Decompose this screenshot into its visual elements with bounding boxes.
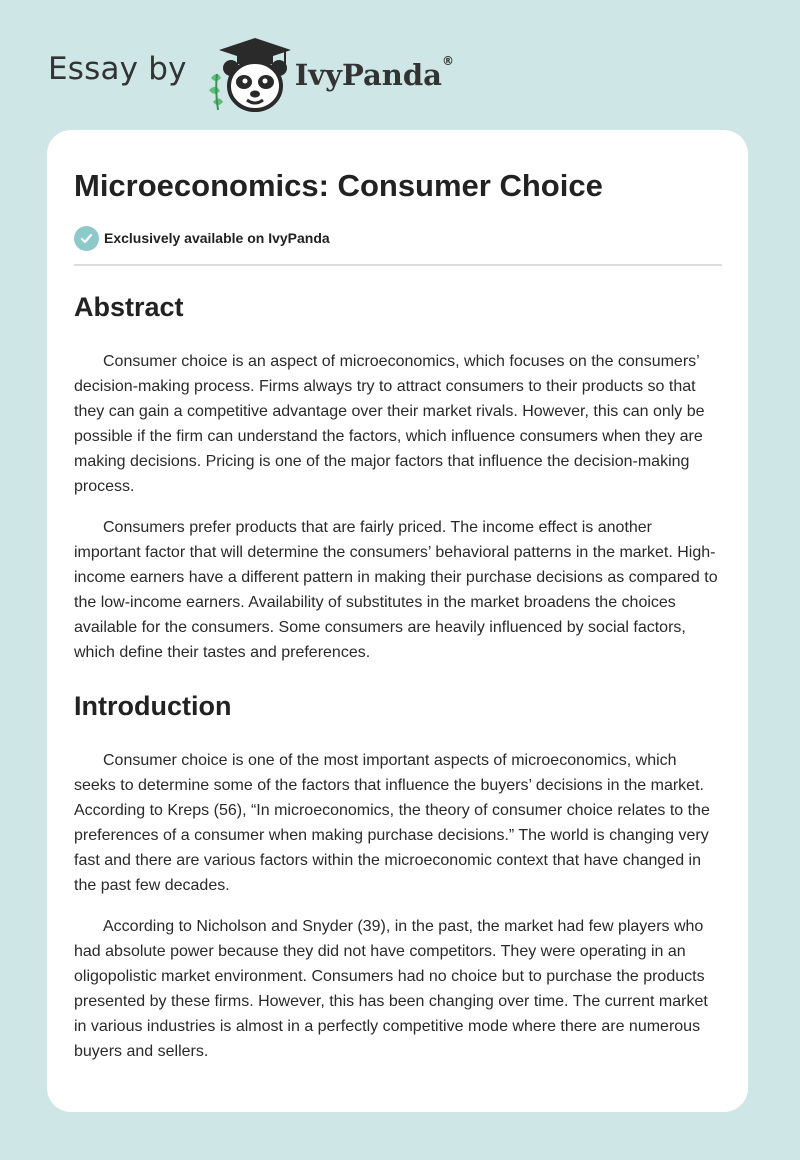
brand-text: IvyPanda xyxy=(294,58,442,92)
page-title: Microeconomics: Consumer Choice xyxy=(74,168,603,203)
introduction-paragraph: Consumer choice is one of the most important aspects of microeconomics, which seeks to determine some of the factors that influence the buyers’ decisions in the market. According to Kreps (56), “In microeconomics, the theory of consumer choice relates to the preferences of a consumer when making purchase decisions.” The world is changing very fast and there are various factors within the microeconomic context that have changed in the past few decades. xyxy=(74,752,710,894)
brand-name[interactable] xyxy=(294,54,454,92)
abstract-paragraph: Consumers prefer products that are fairly priced. The income effect is another important factor that will determine the consumers’ behavioral patterns in the market. High-income earners have a different pattern in making their purchase decisions as compared to the low-income earners. Availability of substitutes in the market broadens the choices available for the consumers. Some consumers are heavily influenced by social factors, which define their tastes and preferences. xyxy=(74,519,718,661)
exclusive-badge-text: Exclusively available on IvyPanda xyxy=(104,230,330,246)
title-divider xyxy=(74,264,722,266)
registered-mark: ® xyxy=(441,54,454,68)
site-header xyxy=(48,34,548,114)
section-heading-introduction: Introduction xyxy=(74,691,232,721)
section-heading-abstract: Abstract xyxy=(74,292,184,322)
checkmark-icon xyxy=(74,226,99,251)
article-card xyxy=(47,130,748,1112)
panda-logo-icon[interactable] xyxy=(201,34,293,114)
introduction-paragraph: According to Nicholson and Snyder (39), in the past, the market had few players who had absolute power because they did not have competitors. They were operating in an oligopolistic market environment. Consumers had no choice but to purchase the products presented by these firms. However, this has been changing over time. The current market in various industries is almost in a perfectly competitive mode where there are numerous buyers and sellers. xyxy=(74,918,708,1060)
essay-by-label: Essay by xyxy=(48,51,187,87)
exclusive-badge xyxy=(74,225,722,251)
abstract-paragraph: Consumer choice is an aspect of microeconomics, which focuses on the consumers’ decision-making process. Firms always try to attract consumers to their products so that they can gain a competitive advantage over their market rivals. However, this can only be possible if the firm can understand the factors, which influence consumers when they are making decisions. Pricing is one of the major factors that influence the decision-making process. xyxy=(74,353,705,495)
